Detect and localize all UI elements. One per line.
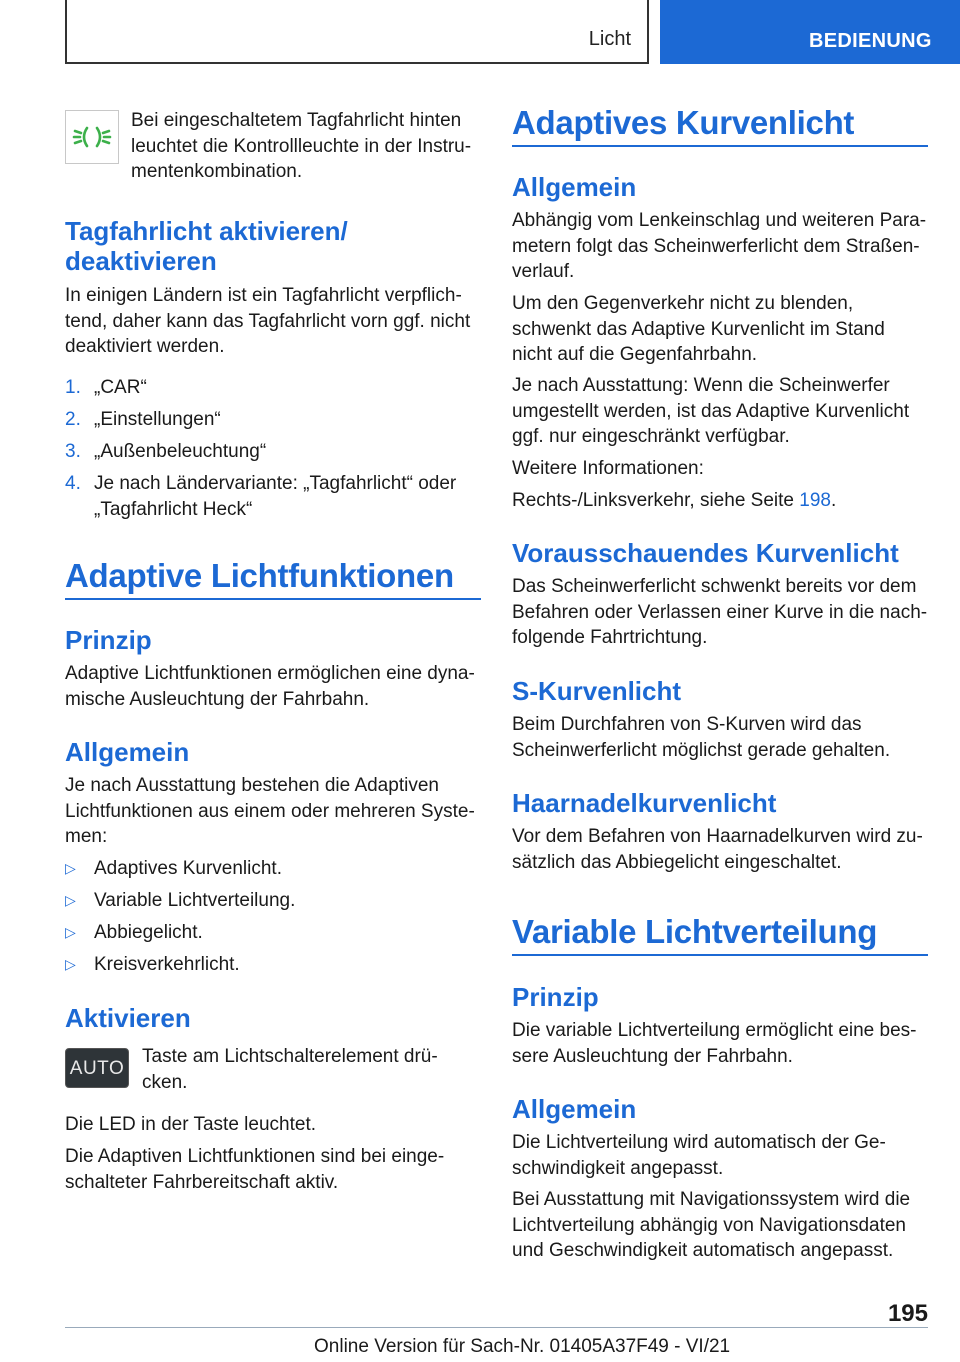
intro-paragraph: Bei eingeschaltetem Tagfahrlicht hinten leuchtet die Kontrollleuchte in der Instru- mentenkombination. — [131, 110, 472, 182]
heading-rule — [512, 145, 928, 147]
heading-vorausschauendes-kurvenlicht: Vorausschauendes Kurvenlicht — [512, 538, 899, 568]
heading-adaptives-kurvenlicht: Adaptives Kurvenlicht — [512, 104, 855, 141]
triangle-right-icon: ▷ — [65, 892, 76, 908]
vorausschauend-paragraph: Das Scheinwerferlicht schwenkt bereits vor dem Befahren oder Verlassen einer Kurve in die nach- folgende Fahrtrichtung. — [512, 576, 928, 648]
triangle-right-icon: ▷ — [65, 924, 76, 940]
heading-allgemein: Allgemein — [512, 172, 637, 202]
page-number: 195 — [887, 1300, 928, 1327]
heading-prinzip: Prinzip — [512, 982, 599, 1012]
footer-version-text: Online Version für Sach-Nr. 01405A37F49 - VI/21 — [314, 1336, 731, 1357]
heading-tfl: Tagfahrlicht aktivieren/ deaktivieren — [65, 216, 348, 276]
chapter-tab-label: BEDIENUNG — [809, 30, 932, 52]
led-paragraph: Die LED in der Taste leuchtet. — [65, 1114, 317, 1135]
weitere-informationen: Weitere Informationen: — [512, 458, 704, 479]
heading-aktivieren: Aktivieren — [65, 1003, 191, 1033]
s-kurvenlicht-paragraph: Beim Durchfahren von S-Kurven wird das Scheinwerferlicht möglichst gerade gehalten. — [512, 714, 891, 761]
allgemein-paragraph-3: Je nach Ausstattung: Wenn die Scheinwerfer umgestellt werden, ist das Adaptive Kurvenlicht ggf. nur eingeschränkt verfügbar. — [512, 375, 910, 447]
haarnadel-paragraph: Vor dem Befahren von Haarnadelkurven wird zu- sätzlich das Abbiegelicht eingeschaltet. — [512, 826, 923, 873]
heading-allgemein: Allgemein — [512, 1094, 637, 1124]
triangle-right-icon: ▷ — [65, 860, 76, 876]
allgemein-paragraph-1: Abhängig vom Lenkeinschlag und weiteren Para- metern folgt das Scheinwerferlicht dem Straßen- verlauf. — [512, 210, 927, 282]
aktivieren-paragraph: Taste am Lichtschalterelement drü- cken. — [142, 1046, 438, 1093]
daytime-running-light-indicator-icon — [65, 110, 119, 164]
heading-allgemein: Allgemein — [65, 737, 190, 767]
allgemein-paragraph: Je nach Ausstattung bestehen die Adaptiven Lichtfunktionen aus einem oder mehreren Syste- men: — [65, 775, 475, 847]
allgemein-paragraph-2: Um den Gegenverkehr nicht zu blenden, schwenkt das Adaptive Kurvenlicht im Stand nicht auf die Gegenfahrbahn. — [512, 293, 885, 365]
allgemein2-paragraph-2: Bei Ausstattung mit Navigationssystem wird die Lichtverteilung abhängig von Navigationsdaten und Geschwindigkeit automatisch angepasst. — [512, 1189, 911, 1261]
chapter-tab — [660, 0, 960, 64]
footer-rule — [65, 1327, 928, 1328]
prinzip-paragraph: Adaptive Lichtfunktionen ermöglichen eine dyna- mische Ausleuchtung der Fahrbahn. — [65, 663, 475, 710]
heading-prinzip: Prinzip — [65, 625, 152, 655]
heading-s-kurvenlicht: S-Kurvenlicht — [512, 676, 682, 706]
section-title: Licht — [588, 28, 631, 50]
tfl-paragraph: In einigen Ländern ist ein Tagfahrlicht verpflich- tend, daher kann das Tagfahrlicht vorn ggf. nicht deaktiviert werden. — [65, 285, 471, 357]
page-link-198[interactable]: 198 — [799, 490, 831, 511]
allgemein2-paragraph-1: Die Lichtverteilung wird automatisch der Ge- schwindigkeit angepasst. — [512, 1132, 886, 1179]
aktiv-paragraph: Die Adaptiven Lichtfunktionen sind bei einge- schalteter Fahrbereitschaft aktiv. — [65, 1146, 445, 1193]
header-box — [65, 0, 649, 64]
heading-haarnadelkurvenlicht: Haarnadelkurvenlicht — [512, 788, 777, 818]
auto-light-button-icon: AUTO — [65, 1048, 129, 1088]
heading-adaptive-lichtfunktionen: Adaptive Lichtfunktionen — [65, 557, 454, 594]
list-item: 4. Je nach Ländervariante: „Tagfahrlicht“ oder „Tagfahrlicht Heck“ — [65, 473, 457, 520]
prinzip-paragraph: Die variable Lichtverteilung ermöglicht eine bes- sere Ausleuchtung der Fahrbahn. — [512, 1020, 917, 1067]
heading-rule — [65, 598, 481, 600]
heading-variable-lichtverteilung: Variable Lichtverteilung — [512, 913, 878, 950]
cross-reference: Rechts-/Linksverkehr, siehe Seite 198. — [512, 490, 837, 511]
heading-rule — [512, 954, 928, 956]
triangle-right-icon: ▷ — [65, 956, 76, 972]
